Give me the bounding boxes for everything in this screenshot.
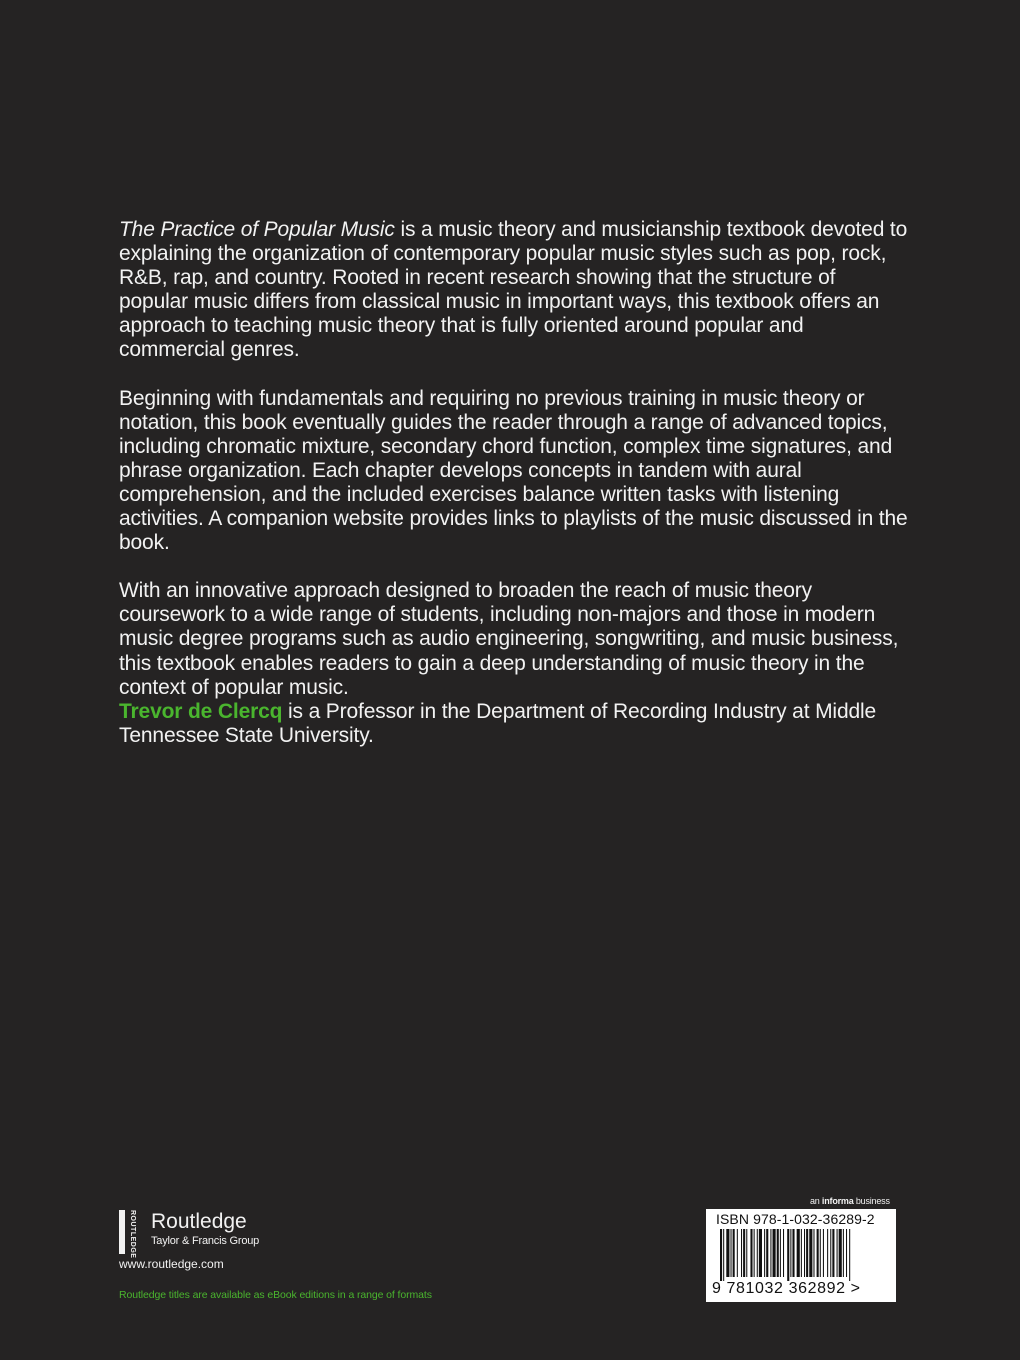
publisher-name: Routledge [151, 1210, 247, 1233]
barcode-bar [849, 1229, 850, 1281]
author-bio [119, 700, 909, 748]
barcode-bar [843, 1229, 844, 1277]
barcode-bar [820, 1229, 821, 1277]
barcode-bar [733, 1229, 735, 1277]
isbn-barcode [706, 1209, 896, 1302]
book-title-italic: The Practice of Popular Music [119, 218, 395, 241]
barcode-bar [813, 1229, 814, 1277]
isbn-label: ISBN 978-1-032-36289-2 [716, 1211, 875, 1227]
informa-business-tagline [810, 1196, 890, 1206]
barcode-bar [750, 1229, 752, 1277]
barcode-bar [743, 1229, 745, 1277]
barcode-bar [832, 1229, 834, 1277]
barcode-bar [787, 1229, 789, 1281]
barcode-bar [846, 1229, 847, 1277]
barcode-bar [770, 1229, 771, 1277]
author-name: Trevor de Clercq [119, 700, 283, 723]
barcode-bar [837, 1229, 838, 1277]
barcode-bar [746, 1229, 747, 1277]
barcode-bar [806, 1229, 808, 1277]
informa-suffix: business [853, 1196, 890, 1206]
barcode-bar [817, 1229, 819, 1277]
barcode-bar [759, 1229, 762, 1277]
barcode-bar [790, 1229, 791, 1277]
barcode-bar [827, 1229, 828, 1277]
ebook-note: Routledge titles are available as eBook editions in a range of formats [119, 1289, 432, 1301]
routledge-mark-text: ROUTLEDGE [129, 1210, 136, 1259]
barcode-bar [723, 1229, 724, 1281]
barcode-bar [754, 1229, 755, 1277]
barcode-bar [830, 1229, 831, 1277]
barcode-bar [839, 1229, 842, 1277]
barcode-bar [726, 1229, 729, 1277]
blurb-paragraph-3: With an innovative approach designed to broaden the reach of music theory coursework to a wide range of students, including non-majors and those in modern music degree programs such as audio engineering, songwriting, and music business, this textbook enables readers to gain a deep understanding of music theory in the context of popular music. [119, 579, 899, 699]
barcode-digits: 9 781032 362892 > [712, 1280, 861, 1297]
informa-prefix: an [810, 1196, 822, 1206]
barcode-bar [764, 1229, 765, 1277]
publisher-group: Taylor & Francis Group [151, 1235, 260, 1247]
barcode-bar [804, 1229, 805, 1277]
blurb-paragraph-1-text: is a music theory and musicianship textbook devoted to explaining the organization of contemporary popular music styles such as pop, rock, R&B, rap, and country. Rooted in recent research showing that the structure of popular music differs from classical music in important ways, this textbook offers an approach to teaching music theory that is fully oriented around popular and commercial genres. [119, 218, 908, 362]
barcode-bar [801, 1229, 802, 1277]
blurb-paragraph-1 [119, 218, 909, 363]
author-bio-text: is a Professor in the Department of Recording Industry at Middle Tennessee State University. [119, 700, 877, 748]
barcode-bar [783, 1229, 784, 1277]
barcode-bar [766, 1229, 768, 1277]
informa-name: informa [821, 1196, 854, 1206]
barcode-bar [737, 1229, 738, 1277]
publisher-logo [119, 1210, 260, 1259]
back-cover-blurb [119, 218, 909, 724]
routledge-mark-icon [119, 1210, 139, 1259]
barcode-bar [823, 1229, 824, 1277]
barcode-bar [720, 1229, 722, 1281]
barcode-bar [731, 1229, 732, 1277]
publisher-website: www.routledge.com [119, 1257, 224, 1271]
barcode-bar [797, 1229, 800, 1277]
barcode-bar [780, 1229, 781, 1277]
barcode-bars-icon [714, 1229, 888, 1281]
barcode-bar [773, 1229, 776, 1277]
barcode-bar [757, 1229, 758, 1277]
barcode-bar [809, 1229, 812, 1277]
barcode-bar [741, 1229, 742, 1277]
barcode-bar [777, 1229, 779, 1277]
barcode-bar [792, 1229, 794, 1277]
blurb-paragraph-2: Beginning with fundamentals and requiring no previous training in music theory or notation, this book eventually guides the reader through a range of advanced topics, including chromatic mixture, secondary chord function, complex time signatures, and phrase organization. Each chapter develops concepts in tandem with aural comprehension, and the included exercises balance written tasks with listening activities. A companion website provides links to playlists of the music discussed in the book. [119, 386, 908, 555]
